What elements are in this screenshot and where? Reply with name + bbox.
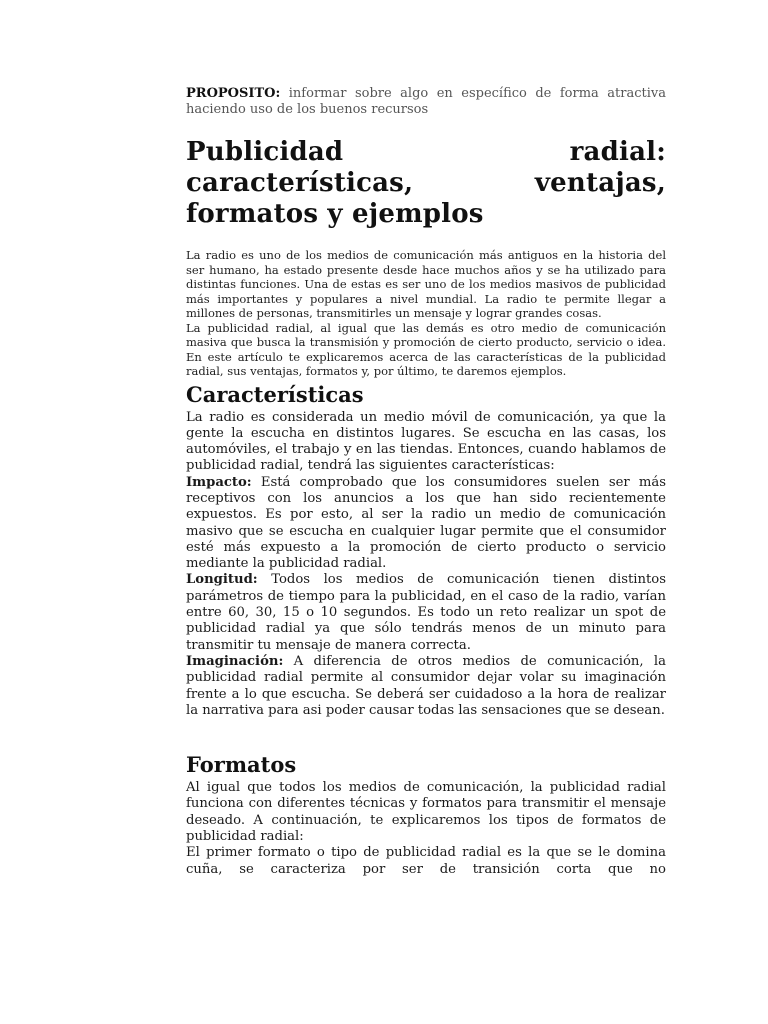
caracteristica-label: Imaginación: xyxy=(186,653,284,669)
caracteristica-longitud xyxy=(186,572,666,653)
intro-paragraph-1: La radio es uno de los medios de comunicación más antiguos en la historia del ser humano, ha estado presente desde hace muchos años y se ha utilizado para distintas funciones. Una de estas es ser uno de los medios masivos de publicidad más importantes y populares a nivel mundial. La radio te permite llegar a millones de personas, transmitirles un mensaje y lograr grandes cosas. xyxy=(186,248,666,320)
purpose-label: PROPOSITO: xyxy=(186,86,281,101)
document-title: Publicidad radial: características, ventajas, formatos y ejemplos xyxy=(186,137,666,229)
caracteristica-text: Está comprobado que los consumidores suelen ser más receptivos con los anuncios a los que han sido recientemente expuestos. Es por esto, al ser la radio un medio de comunicación masivo que se escucha en cualquier lugar permite que el consumidor esté más expuesto a la promoción de cierto producto o servicio mediante la publicidad radial. xyxy=(186,474,666,572)
caracteristica-imaginacion xyxy=(186,654,666,719)
section-heading-caracteristicas: Características xyxy=(186,381,364,407)
caracteristica-text: A diferencia de otros medios de comunicación, la publicidad radial permite al consumidor dejar volar su imaginación frente a lo que escucha. Se deberá ser cuidadoso a la hora de realizar la narrativa para asi poder causar todas las sensaciones que se desean. xyxy=(186,653,666,718)
purpose-text: informar sobre algo en específico de forma atractiva haciendo uso de los buenos recursos xyxy=(186,86,666,117)
section-spacer xyxy=(186,719,666,749)
caracteristica-impacto xyxy=(186,475,666,573)
formatos-paragraph-1: Al igual que todos los medios de comunicación, la publicidad radial funciona con diferentes técnicas y formatos para transmitir el mensaje deseado. A continuación, te explicaremos los tipos de formatos de publicidad radial: xyxy=(186,780,666,845)
caracteristica-label: Impacto: xyxy=(186,474,252,490)
document-page xyxy=(186,86,666,878)
caracteristica-text: Todos los medios de comunicación tienen distintos parámetros de tiempo para la publicidad, en el caso de la radio, varían entre 60, 30, 15 o 10 segundos. Es todo un reto realizar un spot de publicidad radial ya que sólo tendrás menos de un minuto para transmitir tu mensaje de manera correcta. xyxy=(186,572,666,653)
caracteristica-label: Longitud: xyxy=(186,572,258,588)
purpose-statement xyxy=(186,86,666,118)
intro-paragraph-2: La publicidad radial, al igual que las demás es otro medio de comunicación masiva que busca la transmisión y promoción de cierto producto, servicio o idea. En este artículo te explicaremos acerca de las características de la publicidad radial, sus ventajas, formatos y, por último, te daremos ejemplos. xyxy=(186,320,666,378)
section-heading-formatos: Formatos xyxy=(186,752,297,778)
formatos-paragraph-2: El primer formato o tipo de publicidad radial es la que se le domina cuña, se caracteriza por ser de transición corta que no xyxy=(186,845,666,877)
caracteristicas-intro: La radio es considerada un medio móvil de comunicación, ya que la gente la escucha en distintos lugares. Se escucha en las casas, los automóviles, el trabajo y en las tiendas. Entonces, cuando hablamos de publicidad radial, tendrá las siguientes características: xyxy=(186,409,666,474)
